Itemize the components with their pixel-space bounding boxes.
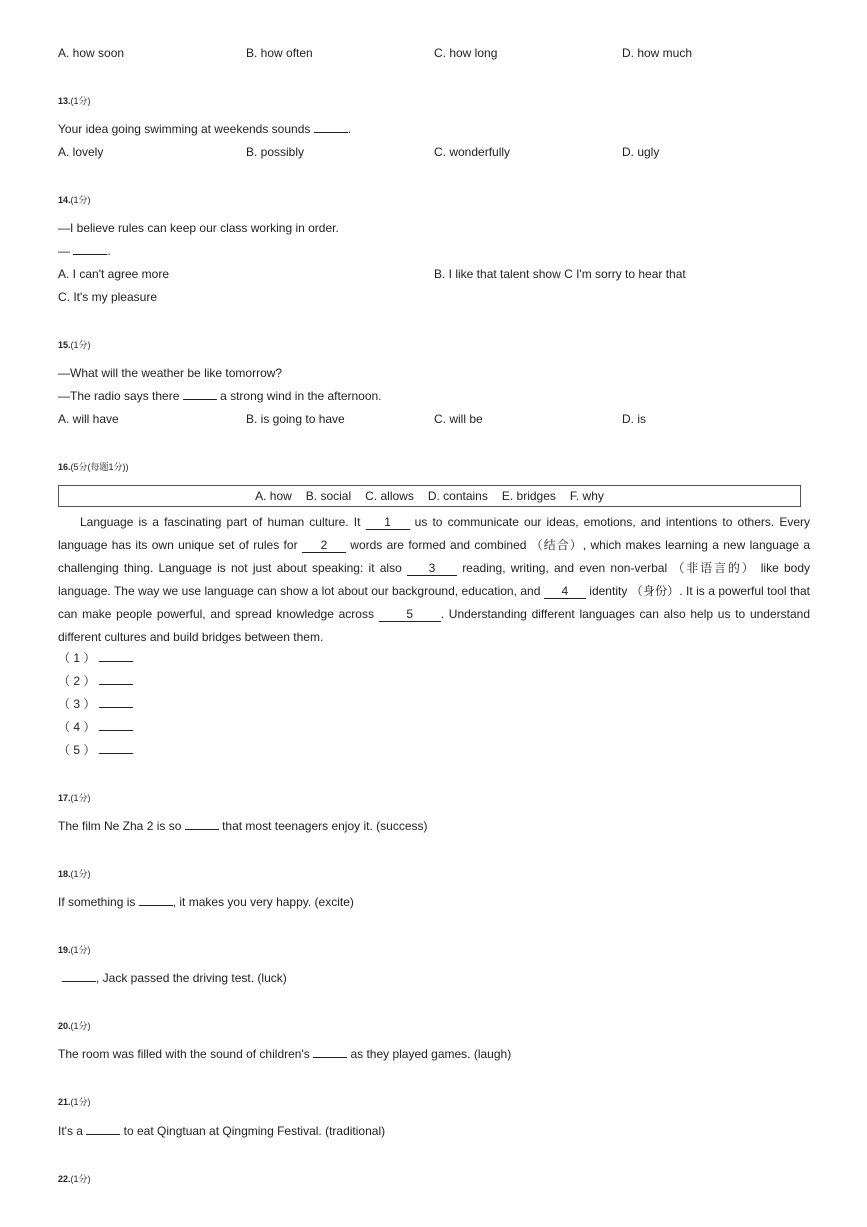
question-number: 13. (58, 96, 71, 106)
word-bank-item: D. contains (427, 489, 488, 503)
q21-stem (58, 1123, 385, 1139)
question-points: (1分) (70, 1097, 91, 1107)
answer-row-3 (58, 696, 133, 712)
q18-header (58, 868, 91, 880)
stem-text: that most teenagers enjoy it. (success) (222, 819, 428, 833)
answer-label: （ 2 ） (58, 674, 96, 688)
q15-option-d: D. is (622, 412, 646, 426)
answer-label: （ 4 ） (58, 720, 96, 734)
stem-text: Your idea going swimming at weekends sounds (58, 122, 311, 136)
question-points: (1分) (70, 793, 91, 803)
answer-blank[interactable] (86, 1123, 120, 1135)
stem-text: . (107, 244, 111, 258)
passage-text: us to communicate our ideas, emotions, and intentions to others. Every language has its own unique set of rules for (58, 515, 811, 552)
answer-blank[interactable] (313, 1046, 347, 1058)
q14-header (58, 194, 91, 206)
q14-option-c: C. It's my pleasure (58, 290, 157, 304)
q13-option-a: A. lovely (58, 145, 104, 159)
stem-text: , it makes you very happy. (excite) (172, 895, 354, 909)
q12-option-a: A. how soon (58, 46, 125, 60)
word-bank-item: A. how (255, 489, 292, 503)
q16-header (58, 461, 129, 473)
question-number: 20. (58, 1021, 71, 1031)
q21-header (58, 1096, 91, 1108)
q20-header (58, 1020, 91, 1032)
word-bank-item: E. bridges (501, 489, 556, 503)
q15-line2 (58, 388, 382, 404)
answer-blank[interactable] (62, 970, 96, 982)
q14-line1: —I believe rules can keep our class working in order. (58, 221, 339, 235)
passage-text: words are formed and combined （结合）, which makes learning a new language a challenging thing. Language is not just about speaking: it also (58, 538, 811, 575)
answer-blank[interactable] (183, 388, 217, 400)
stem-text: The room was filled with the sound of children's (58, 1047, 310, 1061)
question-points: (5分(每题1分)) (70, 462, 129, 472)
stem-text: , Jack passed the driving test. (luck) (96, 971, 287, 985)
cloze-passage (58, 511, 810, 649)
numbered-blank: 1 (366, 516, 410, 530)
answer-label: （ 3 ） (58, 697, 96, 711)
q13-option-b: B. possibly (246, 145, 305, 159)
numbered-blank: 5 (379, 608, 441, 622)
answer-blank[interactable] (99, 696, 133, 708)
question-points: (1分) (70, 195, 91, 205)
question-number: 17. (58, 793, 71, 803)
stem-text: It's a (58, 1124, 83, 1138)
answer-row-2 (58, 673, 133, 689)
question-points: (1分) (70, 1021, 91, 1031)
numbered-blank: 3 (407, 562, 457, 576)
q22-header (58, 1173, 91, 1185)
q15-option-a: A. will have (58, 412, 119, 426)
q13-option-d: D. ugly (622, 145, 660, 159)
answer-row-5 (58, 742, 133, 758)
q15-option-b: B. is going to have (246, 412, 345, 426)
answer-label: （ 1 ） (58, 651, 96, 665)
q19-header (58, 944, 91, 956)
numbered-blank: 4 (544, 585, 586, 599)
q14-line2 (58, 243, 111, 259)
stem-text: to eat Qingtuan at Qingming Festival. (traditional) (123, 1124, 386, 1138)
word-bank-item: B. social (305, 489, 352, 503)
question-points: (1分) (70, 945, 91, 955)
dash-text: — (58, 244, 70, 258)
answer-blank[interactable] (99, 673, 133, 685)
passage-text: . Understanding different languages can also help us to understand different cultures and build bridges between them. (58, 607, 810, 644)
word-bank-box (58, 485, 801, 507)
question-points: (1分) (70, 96, 91, 106)
passage-text: identity （身份）. It is a powerful tool that can make people powerful, and spread knowledge across (58, 584, 810, 621)
q12-option-b: B. how often (246, 46, 313, 60)
answer-row-4 (58, 719, 133, 735)
q14-option-a: A. I can't agree more (58, 267, 170, 281)
word-bank-item: F. why (569, 489, 604, 503)
q17-stem (58, 818, 428, 834)
word-bank-item: C. allows (365, 489, 414, 503)
question-number: 22. (58, 1174, 71, 1184)
q13-stem (58, 121, 351, 137)
stem-text: . (347, 122, 352, 136)
q15-header (58, 339, 91, 351)
q15-option-c: C. will be (434, 412, 483, 426)
answer-blank[interactable] (99, 742, 133, 754)
q19-stem (62, 970, 287, 986)
answer-label: （ 5 ） (58, 743, 96, 757)
q17-header (58, 792, 91, 804)
stem-text: as they played games. (laugh) (350, 1047, 512, 1061)
stem-text: The film Ne Zha 2 is so (58, 819, 182, 833)
answer-blank[interactable] (99, 650, 133, 662)
stem-text: If something is (58, 895, 136, 909)
question-number: 19. (58, 945, 71, 955)
question-number: 21. (58, 1097, 71, 1107)
question-points: (1分) (70, 340, 91, 350)
question-points: (1分) (70, 869, 91, 879)
q13-header (58, 95, 91, 107)
q13-option-c: C. wonderfully (434, 145, 511, 159)
question-number: 14. (58, 195, 71, 205)
q18-stem (58, 894, 354, 910)
answer-row-1 (58, 650, 133, 666)
q12-option-c: C. how long (434, 46, 498, 60)
answer-blank[interactable] (139, 894, 173, 906)
q12-option-d: D. how much (622, 46, 693, 60)
stem-text: a strong wind in the afternoon. (220, 389, 382, 403)
passage-text: reading, writing, and even non-verbal （非语言的） like body language. The way we use language can show a lot about our background, education, and (58, 561, 810, 598)
passage-text: Language is a fascinating part of human culture. It (80, 515, 361, 529)
question-number: 15. (58, 340, 71, 350)
numbered-blank: 2 (302, 539, 346, 553)
answer-blank[interactable] (99, 719, 133, 731)
q15-line1: —What will the weather be like tomorrow? (58, 366, 283, 380)
answer-blank[interactable] (185, 818, 219, 830)
stem-text: —The radio says there (58, 389, 180, 403)
answer-blank[interactable] (314, 121, 348, 133)
answer-blank[interactable] (73, 243, 107, 255)
question-number: 18. (58, 869, 71, 879)
question-points: (1分) (70, 1174, 91, 1184)
q14-option-b: B. I like that talent show C I'm sorry to hear that (434, 267, 686, 281)
q20-stem (58, 1046, 511, 1062)
question-number: 16. (58, 462, 71, 472)
